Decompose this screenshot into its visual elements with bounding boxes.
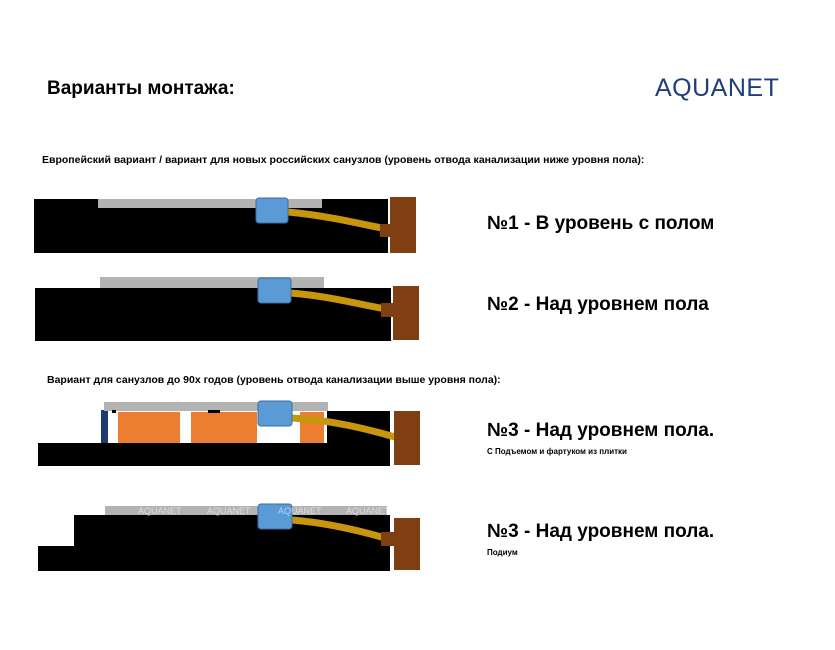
diagram-option-2 <box>35 277 419 341</box>
watermark-text: AQUANET <box>207 506 251 516</box>
sewer-inlet <box>380 224 392 237</box>
option-4-note: Подиум <box>487 548 518 557</box>
option-3-note: С Подъемом и фартуком из плитки <box>487 447 627 456</box>
brand-logo: AQUANET <box>655 74 780 102</box>
section-old-caption: Вариант для санузлов до 90х годов (уровень отвода канализации выше уровня пола): <box>47 374 501 386</box>
apron-edge <box>101 410 108 443</box>
siphon <box>258 401 292 426</box>
tray-foot <box>112 410 116 413</box>
watermark-text: AQUANET <box>278 506 322 516</box>
option-1-title: №1 - В уровень с полом <box>487 213 715 234</box>
watermark-text: AQUANET <box>138 506 182 516</box>
option-2-title: №2 - Над уровнем пола <box>487 294 709 315</box>
diagram-option-3 <box>38 401 420 466</box>
sewer-riser <box>390 197 416 253</box>
floor-slab <box>38 443 390 466</box>
option-4-title: №3 - Над уровнем пола. <box>487 521 715 542</box>
sewer-inlet <box>381 303 394 317</box>
sewer-riser <box>393 286 419 340</box>
page-title: Варианты монтажа: <box>47 78 235 99</box>
watermark-text: AQUANET <box>346 506 390 516</box>
tile-block <box>191 412 257 443</box>
shower-tray <box>104 402 328 411</box>
diagram-option-1 <box>34 197 416 253</box>
section-european-caption: Европейский вариант / вариант для новых российских санузлов (уровень отвода канализации ниже уровня пола): <box>42 154 645 166</box>
sewer-inlet <box>381 532 395 546</box>
floor-slab <box>35 288 391 341</box>
sewer-riser <box>394 411 420 465</box>
diagram-option-4 <box>38 504 420 571</box>
siphon <box>256 198 288 223</box>
option-3-title: №3 - Над уровнем пола. <box>487 420 715 441</box>
tray-foot <box>208 410 220 413</box>
siphon <box>258 278 291 303</box>
tile-block <box>118 412 180 443</box>
sewer-riser <box>394 518 420 570</box>
